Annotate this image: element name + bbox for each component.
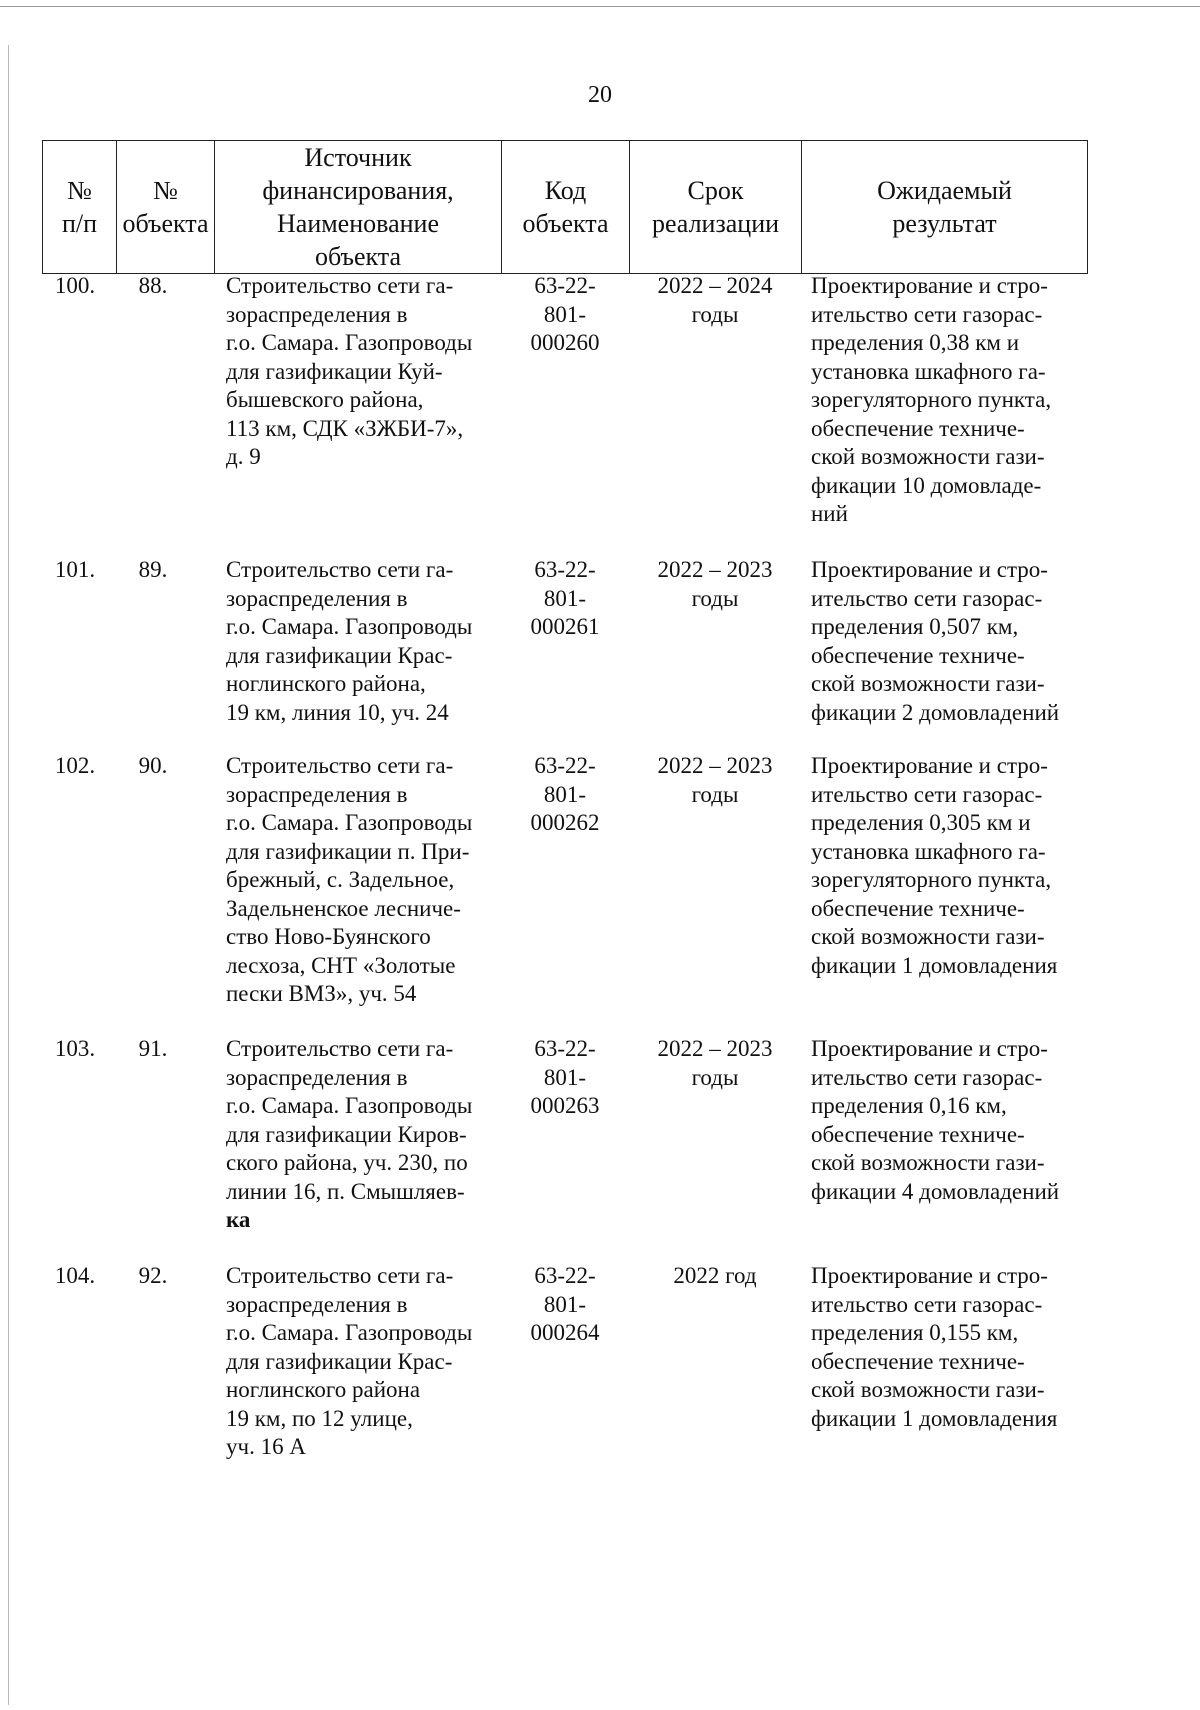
result-line: пределения 0,155 км, [811,1320,1019,1345]
source-line: зораспределения в [226,585,408,611]
result-line: пределения 0,305 км и [811,810,1031,835]
term-line: 2022 – 2023 [657,753,773,778]
source-line: уч. 16 А [226,1434,306,1459]
scan-edge-left [8,45,9,1705]
result-line: обеспечение техниче- [811,415,1025,441]
term-line: годы [691,1064,739,1090]
header-line: п/п [61,209,98,238]
term-line: годы [691,585,739,611]
header-line: реализации [651,209,780,238]
cell-code [501,556,629,752]
cell-term [629,752,801,1035]
source-line: г.о. Самара. Газопроводы [226,1320,473,1345]
result-line: фикации 10 домовладе- [811,472,1042,498]
source-line: Строительство сети га- [226,557,454,582]
result-line: обеспечение техниче- [811,1121,1025,1147]
cell-obj: 90. [138,753,168,778]
code-line: 63-22- [534,557,596,582]
cell-source [214,272,501,556]
source-line: ка [226,1207,251,1232]
term-line: годы [691,781,739,807]
cell-result [801,556,1087,752]
cell-pp: 100. [54,273,96,298]
result-line: ний [811,501,848,526]
result-line: фикации 4 домовладений [811,1178,1060,1204]
cell-code [501,1035,629,1262]
result-line: Проектирование и стро- [811,753,1048,778]
source-line: зораспределения в [226,1291,408,1317]
result-line: ской возможности гази- [811,924,1045,949]
header-line: Наименование [277,209,439,238]
result-line: фикации 1 домовладения [811,1405,1058,1431]
source-line: пески ВМЗ», уч. 54 [226,981,417,1006]
header-line: объекта [522,209,609,238]
result-line: ской возможности гази- [811,1377,1045,1402]
term-line: 2022 – 2023 [657,1036,773,1061]
source-line: 19 км, линия 10, уч. 24 [226,699,449,725]
result-line: Проектирование и стро- [811,557,1048,582]
result-line: пределения 0,38 км и [811,330,1020,355]
source-line: ство Ново-Буянского [226,924,431,949]
code-line: 63-22- [534,273,596,298]
header-line: № [67,176,92,205]
cell-result [801,1035,1087,1262]
cell-result [801,1262,1087,1482]
header-row [43,141,1088,274]
term-line: 2022 – 2023 [657,557,773,582]
header-source [215,141,502,274]
header-line: Источник [304,143,412,172]
source-line: бышевского района, [226,387,424,412]
cell-obj: 91. [138,1036,168,1061]
source-line: ноглинского района [226,1377,421,1402]
result-line: ительство сети газорас- [811,781,1043,807]
cell-obj: 88. [138,273,168,298]
result-line: пределения 0,16 км, [811,1093,1007,1118]
cell-code [501,1262,629,1482]
header-obj [117,141,215,274]
source-line: 113 км, СДК «ЗЖБИ-7», [226,415,464,441]
source-line: линии 16, п. Смышляев- [226,1178,465,1204]
source-line: для газификации п. При- [226,838,470,864]
result-line: Проектирование и стро- [811,273,1048,298]
table-row [42,1262,1087,1482]
header-code [502,141,630,274]
source-line: Строительство сети га- [226,1036,454,1061]
source-line: г.о. Самара. Газопроводы [226,614,473,639]
source-line: ского района, уч. 230, по [226,1150,468,1175]
code-line: 801- [543,1064,587,1090]
result-line: обеспечение техниче- [811,642,1025,668]
source-line: д. 9 [226,444,261,469]
result-line: установка шкафного га- [811,838,1046,864]
cell-source [214,1262,501,1482]
header-line: объекта [122,209,209,238]
result-line: пределения 0,507 км, [811,614,1019,639]
code-line: 000262 [530,810,600,835]
source-line: г.о. Самара. Газопроводы [226,1093,473,1118]
code-line: 801- [543,1291,587,1317]
code-line: 000264 [530,1320,600,1345]
cell-result [801,752,1087,1035]
result-line: фикации 2 домовладений [811,699,1060,725]
cell-obj: 92. [138,1263,168,1288]
result-line: ской возможности гази- [811,671,1045,696]
cell-source [214,752,501,1035]
result-line: ительство сети газорас- [811,1064,1043,1090]
cell-code [501,272,629,556]
source-line: зораспределения в [226,1064,408,1090]
term-line: 2022 – 2024 [657,273,773,298]
code-line: 63-22- [534,753,596,778]
result-line: установка шкафного га- [811,358,1046,384]
result-line: ской возможности гази- [811,444,1045,469]
source-line: для газификации Куй- [226,358,443,384]
code-line: 801- [543,585,587,611]
cell-term [629,556,801,752]
page-number: 20 [588,82,612,108]
header-line: результат [892,209,997,238]
term-line: годы [691,301,739,327]
header-line: Ожидаемый [877,176,1012,205]
cell-source [214,1035,501,1262]
source-line: г.о. Самара. Газопроводы [226,810,473,835]
source-line: лесхоза, СНТ «Золотые [226,952,456,978]
code-line: 801- [543,301,587,327]
header-line: Код [544,176,587,205]
code-line: 000260 [530,330,600,355]
cell-pp: 101. [54,557,96,582]
result-line: Проектирование и стро- [811,1263,1048,1288]
result-line: ительство сети газорас- [811,585,1043,611]
result-line: обеспечение техниче- [811,895,1025,921]
result-line: ской возможности гази- [811,1150,1045,1175]
result-line: зорегуляторного пункта, [811,387,1052,412]
result-line: ительство сети газорас- [811,301,1043,327]
table-row [42,752,1087,1035]
scan-edge-top [0,6,1200,7]
result-line: зорегуляторного пункта, [811,867,1052,892]
cell-pp: 104. [54,1263,96,1288]
header-pp [43,141,117,274]
term-line: 2022 год [673,1263,757,1288]
table-row [42,556,1087,752]
result-line: фикации 1 домовладения [811,952,1058,978]
table-row [42,1035,1087,1262]
source-line: для газификации Крас- [226,642,453,668]
source-line: для газификации Киров- [226,1121,467,1147]
source-line: зораспределения в [226,781,408,807]
source-line: ноглинского района, [226,671,426,696]
result-line: обеспечение техниче- [811,1348,1025,1374]
source-line: 19 км, по 12 улице, [226,1405,413,1431]
result-line: ительство сети газорас- [811,1291,1043,1317]
cell-code [501,752,629,1035]
code-line: 63-22- [534,1036,596,1061]
cell-pp: 102. [54,753,96,778]
cell-term [629,272,801,556]
cell-term [629,1035,801,1262]
cell-term [629,1262,801,1482]
code-line: 000263 [530,1093,600,1118]
source-line: Строительство сети га- [226,753,454,778]
source-line: Строительство сети га- [226,1263,454,1288]
result-line: Проектирование и стро- [811,1036,1048,1061]
header-line: Срок [687,176,744,205]
cell-source [214,556,501,752]
source-line: зораспределения в [226,301,408,327]
header-term [630,141,802,274]
header-line: № [153,176,178,205]
table-row [42,272,1087,556]
code-line: 63-22- [534,1263,596,1288]
code-line: 000261 [530,614,600,639]
cell-result [801,272,1087,556]
header-result [802,141,1088,274]
table-body [42,272,1087,1482]
code-line: 801- [543,781,587,807]
source-line: для газификации Крас- [226,1348,453,1374]
cell-obj: 89. [138,557,168,582]
table-header [42,140,1088,274]
source-line: Задельненское лесниче- [226,895,461,921]
source-line: Строительство сети га- [226,273,454,298]
source-line: г.о. Самара. Газопроводы [226,330,473,355]
source-line: брежный, с. Задельное, [226,867,455,892]
header-line: объекта [314,242,402,271]
cell-pp: 103. [54,1036,96,1061]
header-line: финансирования, [262,176,454,205]
